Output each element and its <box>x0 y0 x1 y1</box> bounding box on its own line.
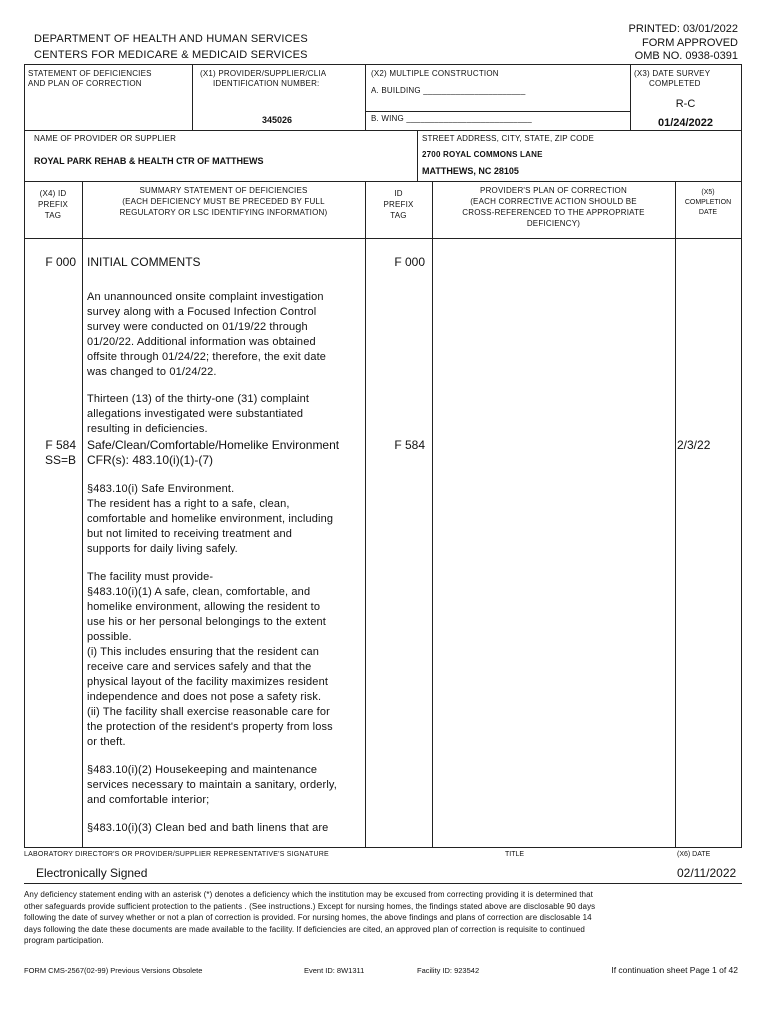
summary-header-line: REGULATORY OR LSC IDENTIFYING INFORMATION) <box>119 208 328 217</box>
provider-name-label: NAME OF PROVIDER OR SUPPLIER <box>34 134 177 143</box>
x3-label-2: COMPLETED <box>649 79 701 88</box>
divider <box>24 847 742 848</box>
city-state-zip: MATTHEWS, NC 28105 <box>422 166 519 176</box>
facility-must-provide-paragraph: The facility must provide- §483.10(i)(1) A safe, clean, comfortable, and homelike environment, allowing the resident to use his or her personal belongings to the extent possible. (i) This includes ensuring that the resident can receive care and services safely and that the physical layout of the facility maximizes resident independence and does not pose a safety risk. (ii) The facility shall exercise reasonable care for the protection of the resident's property from loss or theft. <box>87 571 333 748</box>
housekeeping-paragraph: §483.10(i)(2) Housekeeping and maintenance services necessary to maintain a sanitary, orderly, and comfortable interior; <box>87 764 337 806</box>
summary-header <box>82 185 365 218</box>
x4-header-line: TAG <box>44 211 62 220</box>
divider <box>24 130 742 131</box>
initial-comments-paragraph: An unannounced onsite complaint investigation survey along with a Focused Infection Control survey were conducted on 01/19/22 through 01/20/22. Additional information was obtained offsite through 01/24/22; therefore, the exit date was changed to 01/24/22. <box>87 291 327 378</box>
divider <box>24 181 742 182</box>
building-field: A. BUILDING ______________________ <box>371 86 526 95</box>
divider <box>82 181 83 847</box>
x5-header-line: (X5) <box>701 189 715 196</box>
divider <box>192 64 193 130</box>
divider <box>675 181 676 847</box>
x4-header-line: PREFIX <box>37 200 69 209</box>
x4-header-line: (X4) ID <box>39 189 67 198</box>
divider <box>365 64 366 130</box>
x4-header <box>24 188 82 221</box>
f584-completion-date: 2/3/22 <box>677 438 711 452</box>
event-id: Event ID: 8W1311 <box>304 966 365 975</box>
plan-header-line: PROVIDER'S PLAN OF CORRECTION <box>480 186 627 195</box>
signature-label: LABORATORY DIRECTOR'S OR PROVIDER/SUPPLIER REPRESENTATIVE'S SIGNATURE <box>24 851 329 858</box>
signature-date: 02/11/2022 <box>677 866 737 880</box>
x5-header-line: DATE <box>698 209 718 216</box>
f584-cfr: CFR(s): 483.10(i)(1)-(7) <box>87 453 214 467</box>
safe-environment-paragraph: §483.10(i) Safe Environment. The resident has a right to a safe, clean, comfortable and homelike environment, including but not limited to receiving treatment and supports for daily living safely. <box>87 483 334 555</box>
statement-label: STATEMENT OF DEFICIENCIES <box>28 69 152 78</box>
address-label: STREET ADDRESS, CITY, STATE, ZIP CODE <box>422 134 595 143</box>
wing-field: B. WING ___________________________ <box>371 114 532 123</box>
statement-label-2: AND PLAN OF CORRECTION <box>28 79 142 88</box>
f584-scope-severity: SS=B <box>44 453 76 467</box>
provider-id-number: 345026 <box>262 115 293 125</box>
form-number: FORM CMS-2567(02-99) Previous Versions Obsolete <box>24 966 203 975</box>
f000-title: INITIAL COMMENTS <box>87 255 201 269</box>
omb-number: OMB NO. 0938-0391 <box>634 50 738 62</box>
id-header-line: ID <box>394 189 403 198</box>
title-label: TITLE <box>505 851 525 858</box>
plan-header <box>432 185 675 229</box>
plan-header-line: DEFICIENCY) <box>526 219 581 228</box>
summary-header-line: (EACH DEFICIENCY MUST BE PRECEDED BY FULL <box>122 197 325 206</box>
x5-header <box>675 188 741 218</box>
x1-label: (X1) PROVIDER/SUPPLIER/CLIA <box>200 69 327 78</box>
x3-label: (X3) DATE SURVEY <box>634 69 711 78</box>
divider <box>432 181 433 847</box>
facility-id: Facility ID: 923542 <box>417 966 480 975</box>
survey-date: 01/24/2022 <box>657 117 714 129</box>
plan-header-line: (EACH CORRECTIVE ACTION SHOULD BE <box>470 197 637 206</box>
electronic-signature: Electronically Signed <box>36 866 148 880</box>
x2-label: (X2) MULTIPLE CONSTRUCTION <box>371 69 499 78</box>
f000-tag: F 000 <box>45 255 76 269</box>
table-top-border <box>24 64 742 65</box>
complaint-paragraph: Thirteen (13) of the thirty-one (31) complaint allegations investigated were substantiated resulting in deficiencies. <box>87 393 310 435</box>
divider <box>24 883 742 884</box>
id-header <box>365 188 432 221</box>
plan-header-line: CROSS-REFERENCED TO THE APPROPRIATE <box>462 208 645 217</box>
divider <box>24 238 742 239</box>
f584-title: Safe/Clean/Comfortable/Homelike Environment <box>87 438 340 452</box>
x1-label-2: IDENTIFICATION NUMBER: <box>213 79 320 88</box>
x5-header-line: COMPLETION <box>684 199 732 206</box>
printed-date: PRINTED: 03/01/2022 <box>628 23 738 35</box>
divider <box>365 181 366 847</box>
divider <box>417 130 418 181</box>
page-number: If continuation sheet Page 1 of 42 <box>611 965 738 975</box>
survey-code: R-C <box>675 98 696 110</box>
divider <box>365 111 630 112</box>
x6-date-label: (X6) DATE <box>677 851 711 858</box>
f000-tag-right: F 000 <box>394 255 425 269</box>
agency-title: CENTERS FOR MEDICARE & MEDICAID SERVICES <box>34 49 308 61</box>
id-header-line: PREFIX <box>383 200 414 209</box>
linens-paragraph: §483.10(i)(3) Clean bed and bath linens that are <box>87 822 329 834</box>
summary-header-line: SUMMARY STATEMENT OF DEFICIENCIES <box>139 186 308 195</box>
department-title: DEPARTMENT OF HEALTH AND HUMAN SERVICES <box>34 33 308 45</box>
disclaimer-text: Any deficiency statement ending with an asterisk (*) denotes a deficiency which the institution may be excused from correcting providing it is determined that other safeguards provide sufficient protection to the patients . (See instructions.) Except for nursing homes, the findings stated above are disclosable 90 days following the date of survey whether or not a plan of correction is provided. For nursing homes, the above findings and plans of correction are disclosable 14 days following the date these documents are made available to the facility. If deficiencies are cited, an approved plan of correction is requisite to continued program participation. <box>24 890 596 945</box>
f584-tag: F 584 <box>45 438 76 452</box>
provider-name: ROYAL PARK REHAB & HEALTH CTR OF MATTHEWS <box>34 156 264 166</box>
f584-tag-right: F 584 <box>394 438 425 452</box>
street-address: 2700 ROYAL COMMONS LANE <box>422 150 543 159</box>
id-header-line: TAG <box>390 211 407 220</box>
form-approved: FORM APPROVED <box>642 37 738 49</box>
